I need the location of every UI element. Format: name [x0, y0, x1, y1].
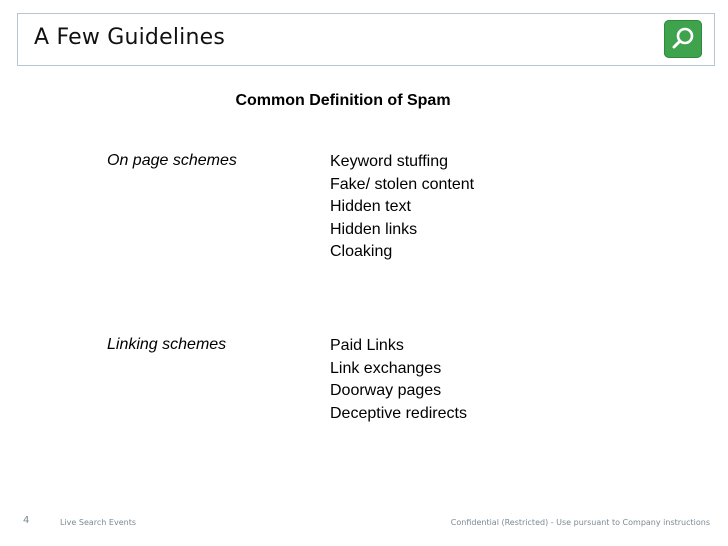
list-item: Doorway pages	[330, 382, 442, 399]
list-item: Cloaking	[330, 243, 393, 260]
page-number: 4	[23, 515, 30, 526]
linking-schemes-list	[330, 335, 467, 425]
list-item: Paid Links	[330, 337, 404, 354]
footer-confidentiality-note: Confidential (Restricted) - Use pursuant to Company instructions	[450, 518, 710, 527]
list-item: Deceptive redirects	[330, 404, 467, 422]
list-item: Fake/ stolen content	[330, 175, 475, 193]
list-item: Link exchanges	[330, 359, 442, 377]
search-icon	[664, 20, 702, 58]
on-page-schemes-label: On page schemes	[107, 152, 237, 169]
list-item: Keyword stuffing	[330, 153, 448, 170]
list-item: Hidden text	[330, 198, 411, 215]
section-heading: Common Definition of Spam	[235, 92, 451, 109]
search-button[interactable]	[664, 20, 702, 58]
linking-schemes-label: Linking schemes	[107, 336, 227, 353]
on-page-schemes-list	[330, 151, 474, 264]
title-bar	[17, 13, 715, 66]
slide-title: A Few Guidelines	[34, 25, 225, 50]
list-item: Hidden links	[330, 220, 418, 238]
footer-event-name: Live Search Events	[60, 518, 136, 527]
